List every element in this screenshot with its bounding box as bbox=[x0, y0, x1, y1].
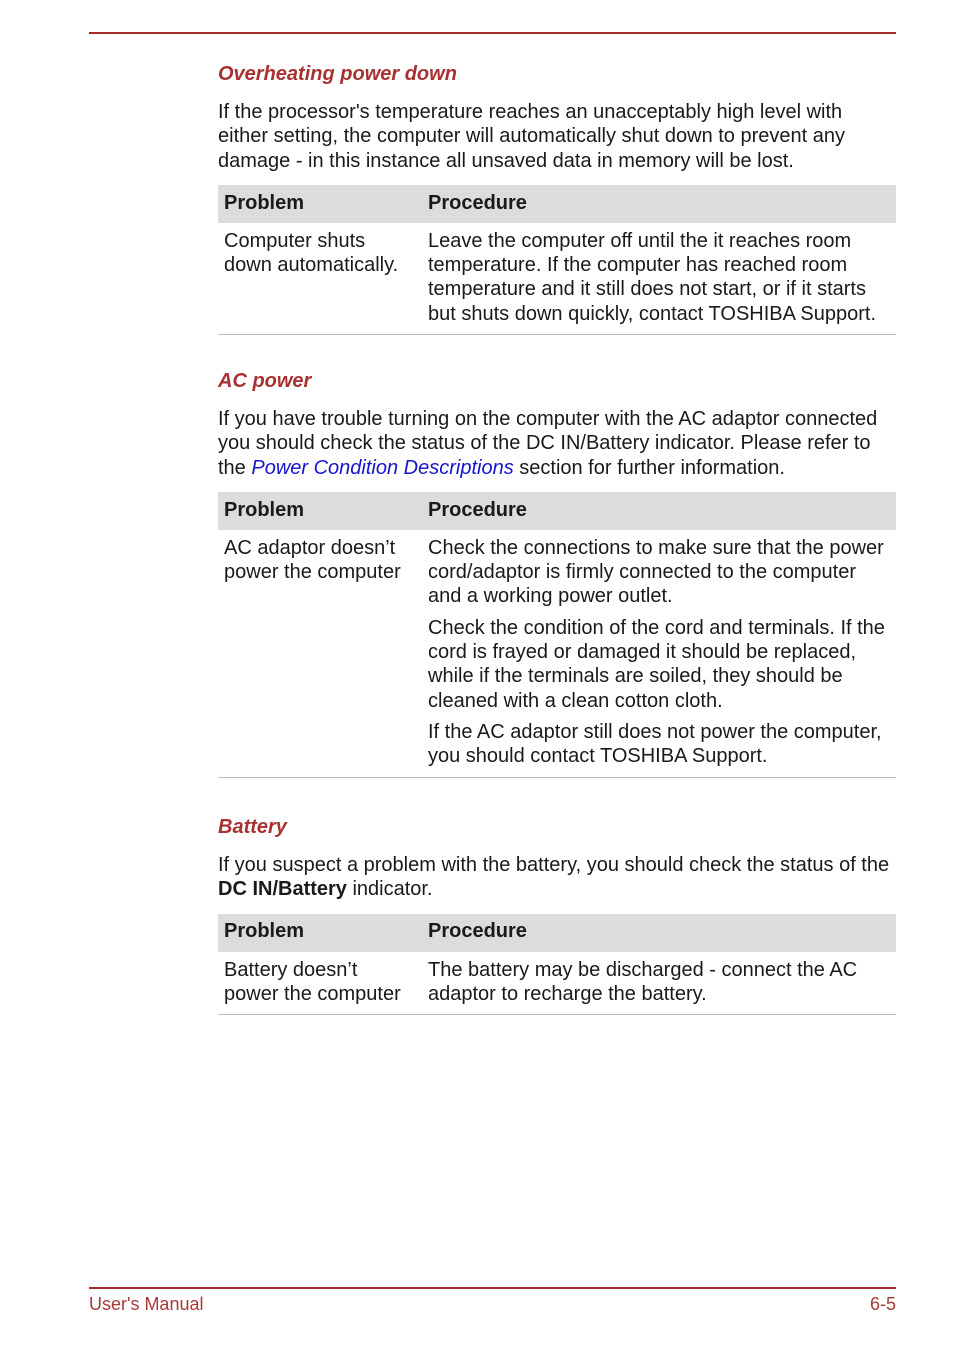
header-rule bbox=[89, 32, 896, 34]
problem-cell: Computer shuts down automatically. bbox=[218, 223, 422, 335]
section-heading: Battery bbox=[218, 816, 287, 838]
section-intro: If the processor's temperature reaches an unacceptably high level with either setting, the computer will automatically shut down to prevent any damage - in this instance all unsaved data in memory will be lost. bbox=[218, 101, 845, 172]
power-condition-link[interactable]: Power Condition Descriptions bbox=[251, 456, 514, 479]
intro-text: section for further information. bbox=[513, 456, 785, 479]
troubleshooting-table bbox=[218, 914, 896, 1016]
procedure-cell bbox=[422, 952, 896, 1015]
section-overheating bbox=[218, 62, 896, 335]
procedure-text: Leave the computer off until the it reaches room temperature. If the computer has reached room temperature and it still does not start, or if it starts but shuts down quickly, contact TOSHIBA Support. bbox=[428, 229, 877, 325]
intro-text: If you have trouble turning on the computer with the AC adaptor connected you should check the status of the DC IN/Battery indicator. Please refer to the bbox=[218, 408, 878, 479]
column-header-problem: Problem bbox=[218, 185, 422, 223]
procedure-text: If the AC adaptor still does not power the computer, you should contact TOSHIBA Support. bbox=[428, 720, 882, 768]
section-battery bbox=[218, 815, 896, 1015]
section-heading: Overheating power down bbox=[218, 63, 457, 85]
table-row bbox=[218, 530, 896, 777]
section-heading: AC power bbox=[218, 370, 312, 392]
procedure-text: Check the connections to make sure that the power cord/adaptor is firmly connected to the computer and a working power outlet. bbox=[428, 536, 884, 608]
intro-text: indicator. bbox=[346, 878, 433, 901]
problem-cell: AC adaptor doesn’t power the computer bbox=[218, 530, 422, 777]
column-header-problem: Problem bbox=[218, 492, 422, 530]
footer-manual-title: User's Manual bbox=[89, 1294, 204, 1314]
page-number: 6-5 bbox=[869, 1294, 896, 1314]
section-intro bbox=[218, 407, 896, 480]
column-header-procedure: Procedure bbox=[422, 914, 896, 952]
procedure-text: Check the condition of the cord and terminals. If the cord is frayed or damaged it should be replaced, while if the terminals are soiled, they should be cleaned with a clean cotton cloth. bbox=[428, 616, 885, 712]
table-row bbox=[218, 952, 896, 1015]
section-intro bbox=[218, 853, 896, 902]
intro-text: If you suspect a problem with the battery, you should check the status of the bbox=[218, 854, 890, 876]
column-header-procedure: Procedure bbox=[422, 492, 896, 530]
footer-rule bbox=[89, 1287, 896, 1289]
procedure-cell bbox=[422, 530, 896, 777]
table-row bbox=[218, 223, 896, 335]
troubleshooting-table bbox=[218, 185, 896, 335]
section-ac-power bbox=[218, 369, 896, 778]
indicator-name: DC IN/Battery bbox=[218, 878, 347, 901]
column-header-procedure: Procedure bbox=[422, 185, 896, 223]
problem-cell: Battery doesn’t power the computer bbox=[218, 952, 422, 1015]
procedure-text: The battery may be discharged - connect the AC adaptor to recharge the battery. bbox=[428, 958, 858, 1005]
column-header-problem: Problem bbox=[218, 914, 422, 952]
troubleshooting-table bbox=[218, 492, 896, 778]
procedure-cell bbox=[422, 223, 896, 335]
